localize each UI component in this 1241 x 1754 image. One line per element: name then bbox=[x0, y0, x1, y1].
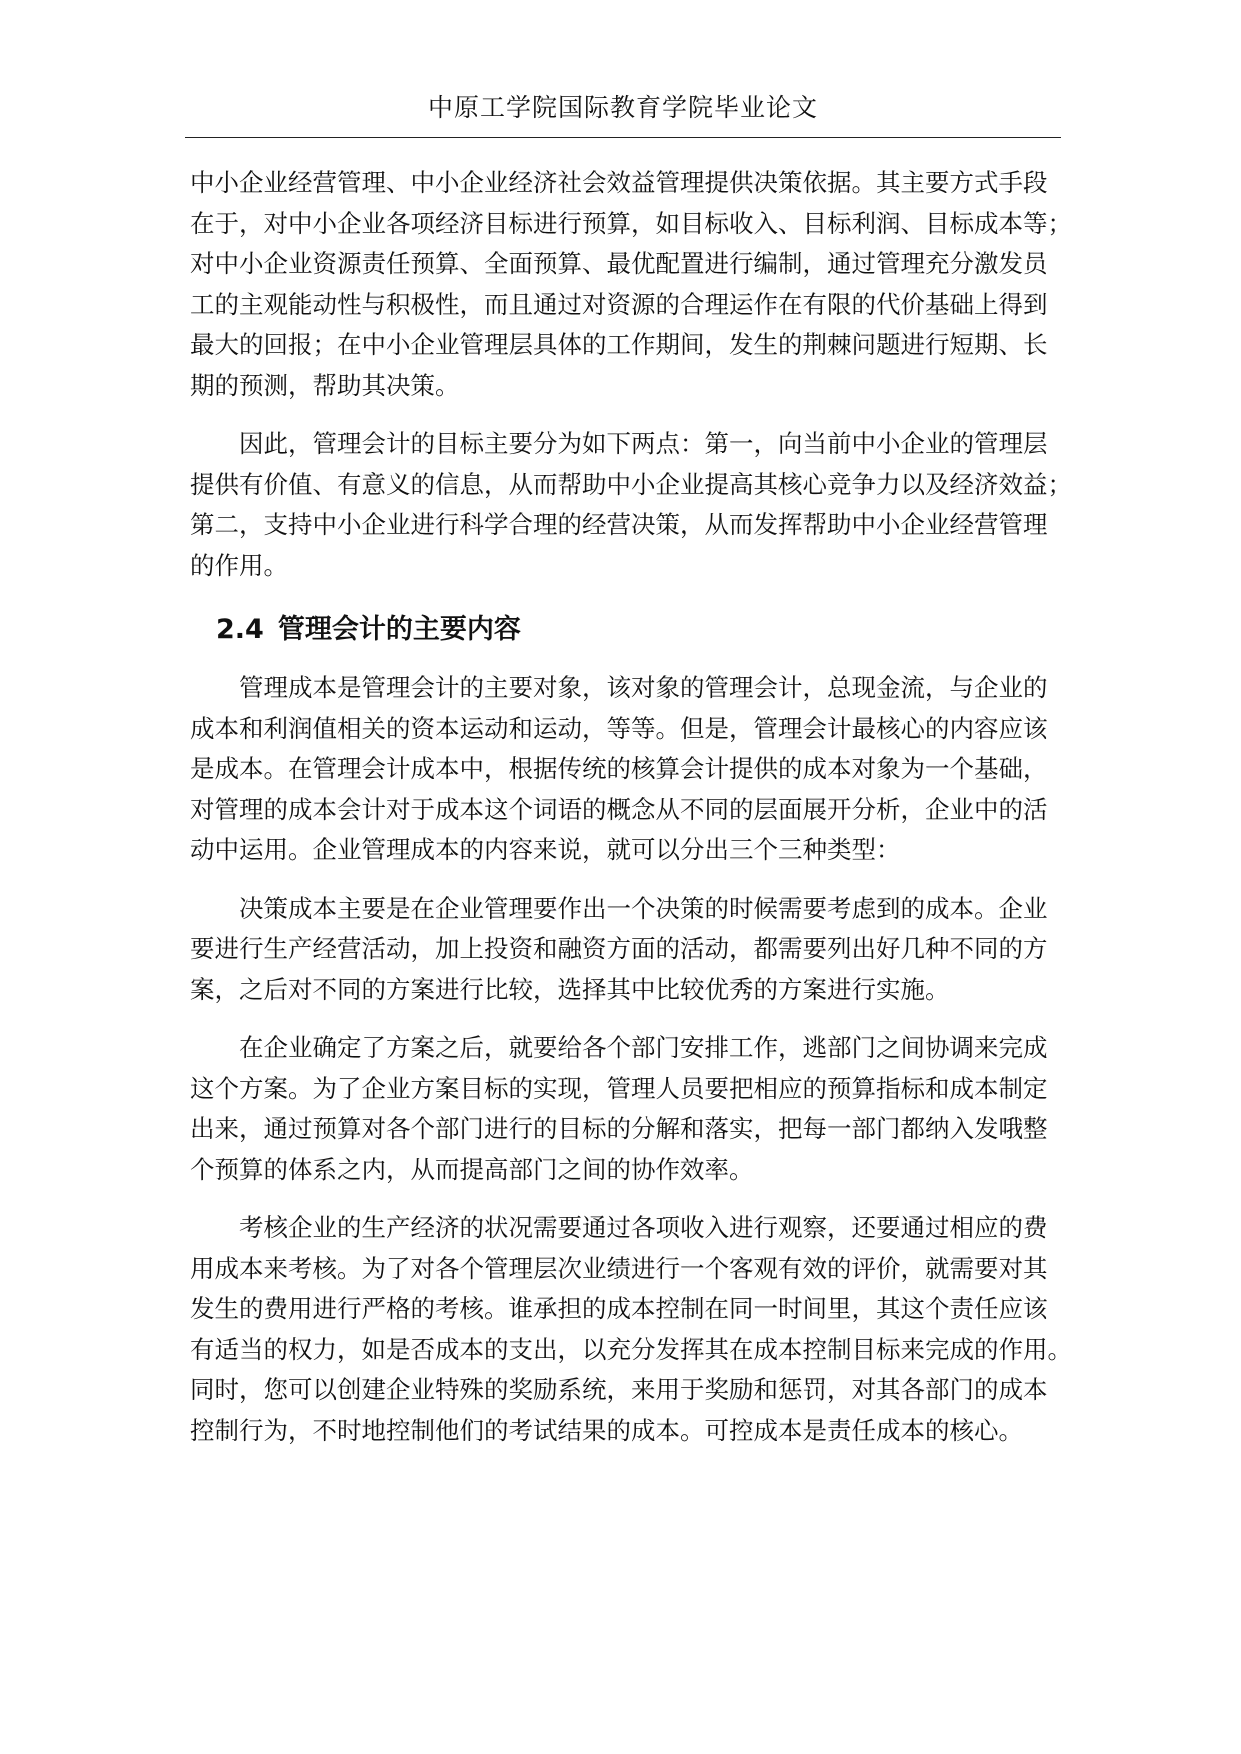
text-line: 这个方案。为了企业方案目标的实现，管理人员要把相应的预算指标和成本制定 bbox=[190, 1073, 1048, 1103]
text-line: 要进行生产经营活动，加上投资和融资方面的活动，都需要列出好几种不同的方 bbox=[190, 934, 1048, 963]
text-line: 工的主观能动性与积极性，而且通过对资源的合理运作在有限的代价基础上得到 bbox=[190, 289, 1048, 319]
text-line: 中小企业经营管理、中小企业经济社会效益管理提供决策依据。其主要方式手段 bbox=[190, 168, 1048, 197]
text-line: 最大的回报；在中小企业管理层具体的工作期间，发生的荆棘问题进行短期、长 bbox=[190, 330, 1048, 359]
paragraph bbox=[190, 1028, 1056, 1190]
text-line: 第二，支持中小企业进行科学合理的经营决策，从而发挥帮助中小企业经营管理 bbox=[190, 510, 1048, 539]
text-line: 对管理的成本会计对于成本这个词语的概念从不同的层面展开分析，企业中的活 bbox=[190, 794, 1048, 824]
text-line: 是成本。在管理会计成本中，根据传统的核算会计提供的成本对象为一个基础， bbox=[190, 754, 1048, 783]
text-line: 在企业确定了方案之后，就要给各个部门安排工作，逃部门之间协调来完成 bbox=[190, 1033, 1048, 1062]
text-line: 发生的费用进行严格的考核。谁承担的成本控制在同一时间里，其这个责任应该 bbox=[190, 1294, 1048, 1323]
paragraph bbox=[190, 668, 1056, 871]
text-line: 期的预测，帮助其决策。 bbox=[190, 370, 460, 400]
text-line: 提供有价值、有意义的信息，从而帮助中小企业提高其核心竞争力以及经济效益； bbox=[190, 469, 1072, 499]
text-line: 成本和利润值相关的资本运动和运动，等等。但是，管理会计最核心的内容应该 bbox=[190, 713, 1048, 743]
section-title: 管理会计的主要内容 bbox=[277, 614, 521, 645]
text-line: 个预算的体系之内，从而提高部门之间的协作效率。 bbox=[190, 1154, 754, 1184]
text-line: 在于，对中小企业各项经济目标进行预算，如目标收入、目标利润、目标成本等； bbox=[190, 208, 1072, 238]
section-heading bbox=[216, 612, 1056, 648]
text-line: 有适当的权力，如是否成本的支出，以充分发挥其在成本控制目标来完成的作用。 bbox=[190, 1334, 1072, 1364]
text-line: 控制行为，不时地控制他们的考试结果的成本。可控成本是责任成本的核心。 bbox=[190, 1415, 1023, 1445]
text-line: 考核企业的生产经济的状况需要通过各项收入进行观察，还要通过相应的费 bbox=[190, 1213, 1048, 1242]
header-title: 中原工学院国际教育学院毕业论文 bbox=[427, 93, 818, 122]
document-body bbox=[190, 163, 1072, 1469]
page-header bbox=[185, 82, 1061, 138]
paragraph bbox=[190, 1208, 1072, 1451]
text-line: 动中运用。企业管理成本的内容来说，就可以分出三个三种类型： bbox=[190, 835, 901, 864]
paragraph bbox=[190, 163, 1072, 406]
text-line: 同时，您可以创建企业特殊的奖励系统，来用于奖励和惩罚，对其各部门的成本 bbox=[190, 1375, 1048, 1404]
text-line: 决策成本主要是在企业管理要作出一个决策的时候需要考虑到的成本。企业 bbox=[190, 893, 1048, 923]
text-line: 用成本来考核。为了对各个管理层次业绩进行一个客观有效的评价，就需要对其 bbox=[190, 1253, 1048, 1283]
text-line: 因此，管理会计的目标主要分为如下两点：第一，向当前中小企业的管理层 bbox=[190, 429, 1048, 458]
text-line: 对中小企业资源责任预算、全面预算、最优配置进行编制，通过管理充分激发员 bbox=[190, 249, 1048, 278]
text-line: 出来，通过预算对各个部门进行的目标的分解和落实，把每一部门都纳入发哦整 bbox=[190, 1114, 1048, 1143]
text-line: 管理成本是管理会计的主要对象，该对象的管理会计，总现金流，与企业的 bbox=[190, 673, 1048, 702]
text-line: 案，之后对不同的方案进行比较，选择其中比较优秀的方案进行实施。 bbox=[190, 974, 950, 1004]
paragraph bbox=[190, 889, 1056, 1011]
text-line: 的作用。 bbox=[190, 550, 288, 580]
paragraph bbox=[190, 424, 1072, 586]
section-number: 2.4 bbox=[216, 614, 264, 645]
